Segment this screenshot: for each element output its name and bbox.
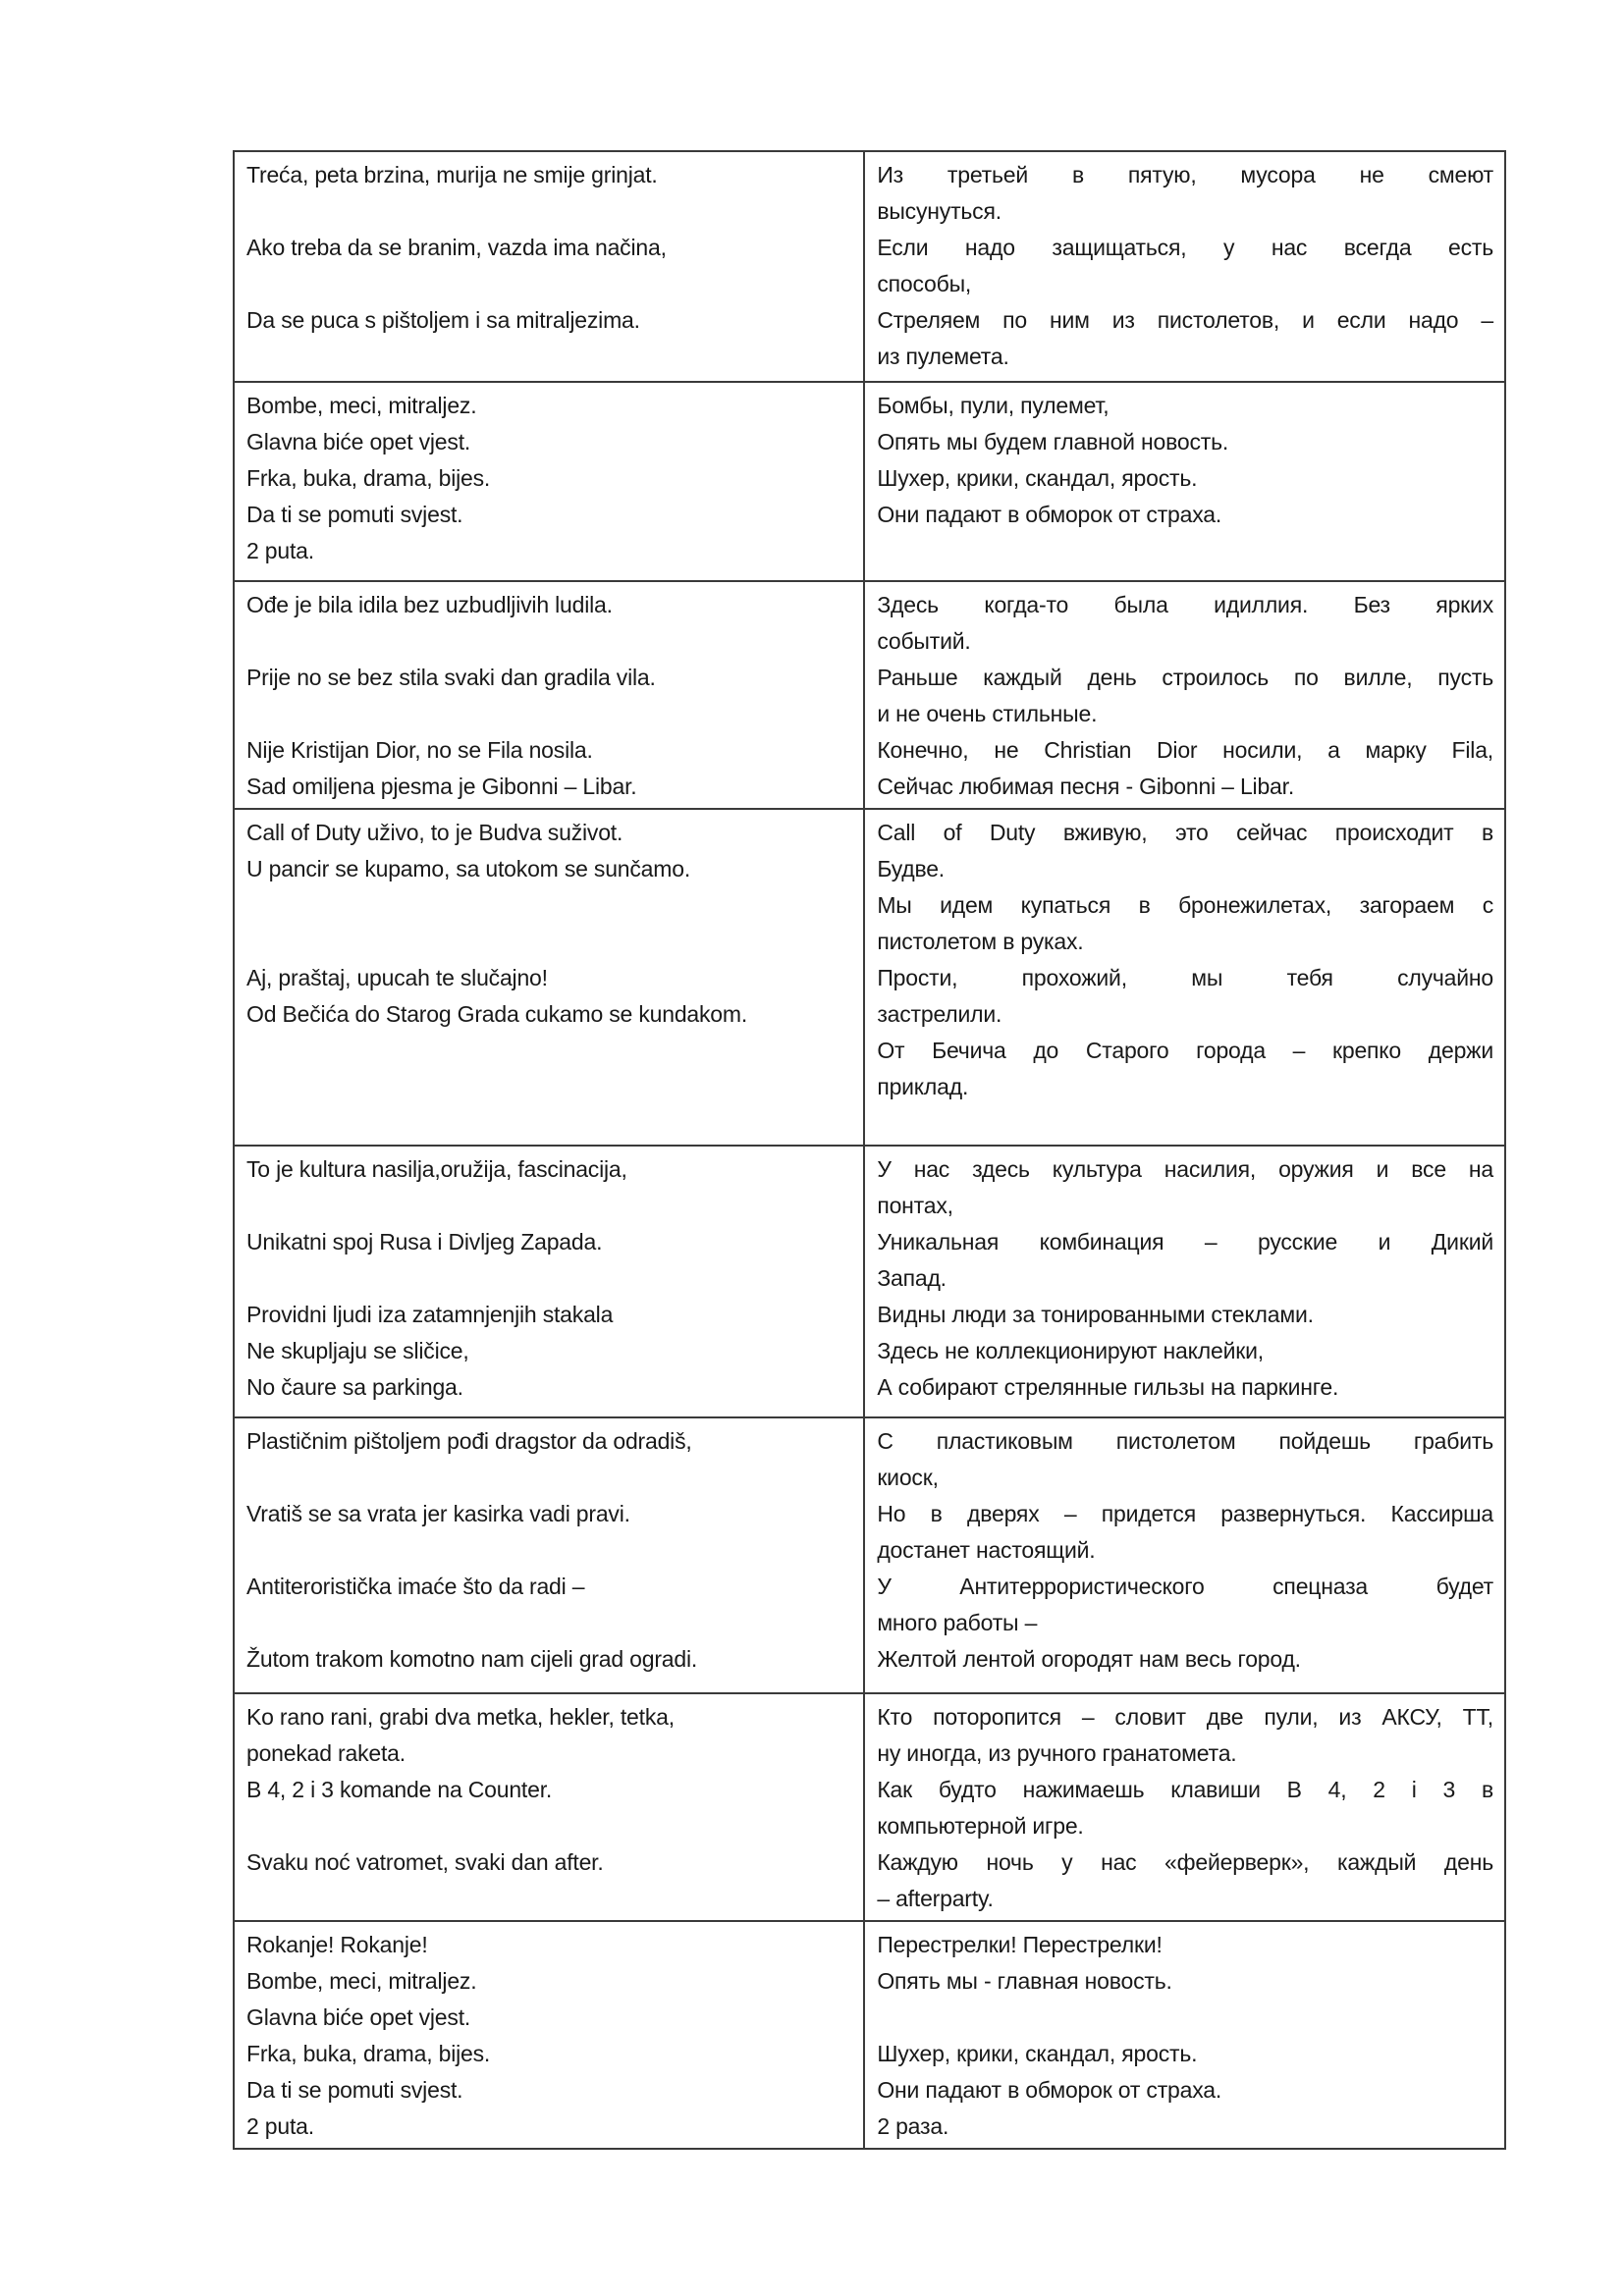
lyrics-cell-right [864, 1146, 1505, 1417]
lyric-line [246, 1460, 852, 1496]
lyric-line [246, 1808, 852, 1844]
lyric-line: Bombe, meci, mitraljez. [246, 393, 477, 418]
lyrics-cell-left [234, 1417, 864, 1693]
lyric-line: Glavna biće opet vjest. [246, 2004, 471, 2030]
lyric-line: застрелили. [877, 1001, 1002, 1027]
lyric-line [877, 2000, 1493, 2036]
lyric-line: компьютерной игре. [877, 1813, 1084, 1839]
lyric-line: Rokanje! Rokanje! [246, 1932, 428, 1957]
lyric-line: ну иногда, из ручного гранатомета. [877, 1740, 1237, 1766]
lyric-line: Опять мы - главная новость. [877, 1968, 1172, 1994]
lyric-line: Шухер, крики, скандал, ярость. [877, 465, 1198, 491]
lyric-line: Перестрелки! Перестрелки! [877, 1932, 1163, 1957]
lyric-line: Как будто нажимаешь клавиши B 4, 2 i 3 в [877, 1777, 1493, 1802]
lyric-line: Запад. [877, 1265, 947, 1291]
lyric-line [246, 623, 852, 660]
lyric-line: А собирают стрелянные гильзы на паркинге. [877, 1374, 1339, 1400]
lyric-line [246, 266, 852, 302]
lyric-line: Sad omiljena pjesma je Gibonni – Libar. [246, 774, 637, 799]
lyric-line: Vratiš se sa vrata jer kasirka vadi pravi. [246, 1501, 630, 1526]
lyric-line: Кто поторопится – словит две пули, из АКСУ, ТТ, [877, 1704, 1493, 1730]
lyric-line: Glavna biće opet vjest. [246, 429, 471, 454]
lyrics-cell-left [234, 809, 864, 1146]
lyric-line: Frka, buka, drama, bijes. [246, 2041, 491, 2066]
lyric-line: Nije Kristijan Dior, no se Fila nosila. [246, 737, 593, 763]
lyric-line: Конечно, не Christian Dior носили, а марку Fila, [877, 737, 1493, 763]
lyric-line: Treća, peta brzina, murija ne smije grinjat. [246, 162, 658, 187]
lyric-line: У Антитеррористического спецназа будет [877, 1574, 1493, 1599]
lyric-line [246, 924, 852, 960]
lyric-line: достанет настоящий. [877, 1537, 1096, 1563]
lyrics-cell-right [864, 1693, 1505, 1921]
lyric-line: Call of Duty uživo, to je Budva suživot. [246, 820, 623, 845]
lyric-line: Ko rano rani, grabi dva metka, hekler, tetka, [246, 1704, 675, 1730]
lyric-line: От Бечича до Старого города – крепко держи [877, 1038, 1493, 1063]
lyrics-table [233, 150, 1506, 2150]
lyric-line: Ne skupljaju se sličice, [246, 1338, 469, 1363]
lyrics-cell-left [234, 581, 864, 809]
lyric-line: Уникальная комбинация – русские и Дикий [877, 1229, 1493, 1255]
lyric-line: Bombe, meci, mitraljez. [246, 1968, 477, 1994]
lyric-line: много работы – [877, 1610, 1038, 1635]
lyric-line: и не очень стильные. [877, 701, 1098, 726]
lyrics-cell-left [234, 151, 864, 382]
lyric-line: Ođe je bila idila bez uzbudljivih ludila. [246, 592, 613, 617]
lyric-line: Da se puca s pištoljem i sa mitraljezima. [246, 307, 640, 333]
lyric-line: Будве. [877, 856, 945, 881]
lyric-line: Da ti se pomuti svjest. [246, 502, 463, 527]
lyric-line: Plastičnim pištoljem pođi dragstor da odradiš, [246, 1428, 692, 1454]
lyric-line [246, 1532, 852, 1569]
lyric-line: No čaure sa parkinga. [246, 1374, 463, 1400]
lyric-line: киоск, [877, 1465, 939, 1490]
table-row [234, 581, 1505, 809]
lyrics-cell-right [864, 382, 1505, 581]
lyrics-cell-right [864, 1417, 1505, 1693]
lyric-line: Видны люди за тонированными стеклами. [877, 1302, 1314, 1327]
lyric-line: Опять мы будем главной новость. [877, 429, 1229, 454]
lyric-line: Стреляем по ним из пистолетов, и если надо – [877, 307, 1493, 333]
lyrics-table-body [234, 151, 1505, 2149]
table-row [234, 809, 1505, 1146]
lyric-line: Они падают в обморок от страха. [877, 2077, 1222, 2103]
lyric-line: понтах, [877, 1193, 953, 1218]
lyric-line: приклад. [877, 1074, 969, 1099]
lyric-line: 2 puta. [246, 2113, 314, 2139]
lyric-line: Прости, прохожий, мы тебя случайно [877, 965, 1493, 990]
lyric-line: Prije no se bez stila svaki dan gradila vila. [246, 665, 656, 690]
lyric-line: У нас здесь культура насилия, оружия и все на [877, 1156, 1493, 1182]
lyric-line: Каждую ночь у нас «фейерверк», каждый день [877, 1849, 1493, 1875]
lyric-line: высунуться. [877, 198, 1001, 224]
lyric-line: Мы идем купаться в бронежилетах, загораем с [877, 892, 1493, 918]
lyric-line: Da ti se pomuti svjest. [246, 2077, 463, 2103]
lyric-line: Если надо защищаться, у нас всегда есть [877, 235, 1493, 260]
lyric-line: Providni ljudi iza zatamnjenjih stakala [246, 1302, 614, 1327]
lyric-line: 2 puta. [246, 538, 314, 563]
lyric-line [246, 1260, 852, 1297]
lyric-line: Сейчас любимая песня - Gibonni – Libar. [877, 774, 1295, 799]
lyric-line: Žutom trakom komotno nam cijeli grad ogradi. [246, 1646, 698, 1672]
lyric-line: Call of Duty вживую, это сейчас происходит в [877, 820, 1493, 845]
table-row [234, 1146, 1505, 1417]
lyric-line [246, 696, 852, 732]
table-row [234, 1693, 1505, 1921]
lyric-line: U pancir se kupamo, sa utokom se sunčamo. [246, 856, 691, 881]
lyric-line: Из третьей в пятую, мусора не смеют [877, 162, 1493, 187]
lyric-line: – afterparty. [877, 1886, 994, 1911]
lyric-line: Antiteroristička imaće što da radi – [246, 1574, 585, 1599]
lyric-line: Svaku noć vatromet, svaki dan after. [246, 1849, 604, 1875]
lyrics-cell-right [864, 151, 1505, 382]
lyric-line [246, 193, 852, 230]
lyric-line: из пулемета. [877, 344, 1009, 369]
lyric-line: B 4, 2 i 3 komande na Counter. [246, 1777, 553, 1802]
lyric-line: Шухер, крики, скандал, ярость. [877, 2041, 1198, 2066]
lyrics-cell-left [234, 1693, 864, 1921]
lyric-line [246, 1188, 852, 1224]
lyric-line [246, 1605, 852, 1641]
lyrics-cell-right [864, 1921, 1505, 2149]
lyric-line: Раньше каждый день строилось по вилле, пусть [877, 665, 1493, 690]
lyric-line: Здесь когда-то была идиллия. Без ярких [877, 592, 1493, 617]
table-row [234, 1417, 1505, 1693]
lyric-line: ponekad raketa. [246, 1740, 406, 1766]
lyric-line: Frka, buka, drama, bijes. [246, 465, 491, 491]
lyric-line: Od Bečića do Starog Grada cukamo se kundakom. [246, 1001, 748, 1027]
lyric-line: событий. [877, 628, 971, 654]
lyric-line: To je kultura nasilja,oružija, fascinacija, [246, 1156, 627, 1182]
lyric-line: Unikatni spoj Rusa i Divljeg Zapada. [246, 1229, 603, 1255]
lyrics-cell-left [234, 1921, 864, 2149]
lyric-line: Но в дверях – придется развернуться. Кассирша [877, 1501, 1493, 1526]
table-row [234, 151, 1505, 382]
lyrics-cell-left [234, 1146, 864, 1417]
table-row [234, 1921, 1505, 2149]
lyrics-cell-right [864, 581, 1505, 809]
lyric-line: Aj, praštaj, upucah te slučajno! [246, 965, 548, 990]
lyric-line [246, 887, 852, 924]
lyric-line: 2 раза. [877, 2113, 949, 2139]
lyrics-cell-left [234, 382, 864, 581]
lyric-line: Ako treba da se branim, vazda ima načina, [246, 235, 667, 260]
lyrics-cell-right [864, 809, 1505, 1146]
table-row [234, 382, 1505, 581]
lyric-line: С пластиковым пистолетом пойдешь грабить [877, 1428, 1493, 1454]
lyric-line: пистолетом в руках. [877, 929, 1084, 954]
lyric-line: Здесь не коллекционируют наклейки, [877, 1338, 1264, 1363]
lyric-line: способы, [877, 271, 972, 296]
lyric-line: Бомбы, пули, пулемет, [877, 393, 1110, 418]
lyric-line: Они падают в обморок от страха. [877, 502, 1222, 527]
lyric-line: Желтой лентой огородят нам весь город. [877, 1646, 1301, 1672]
